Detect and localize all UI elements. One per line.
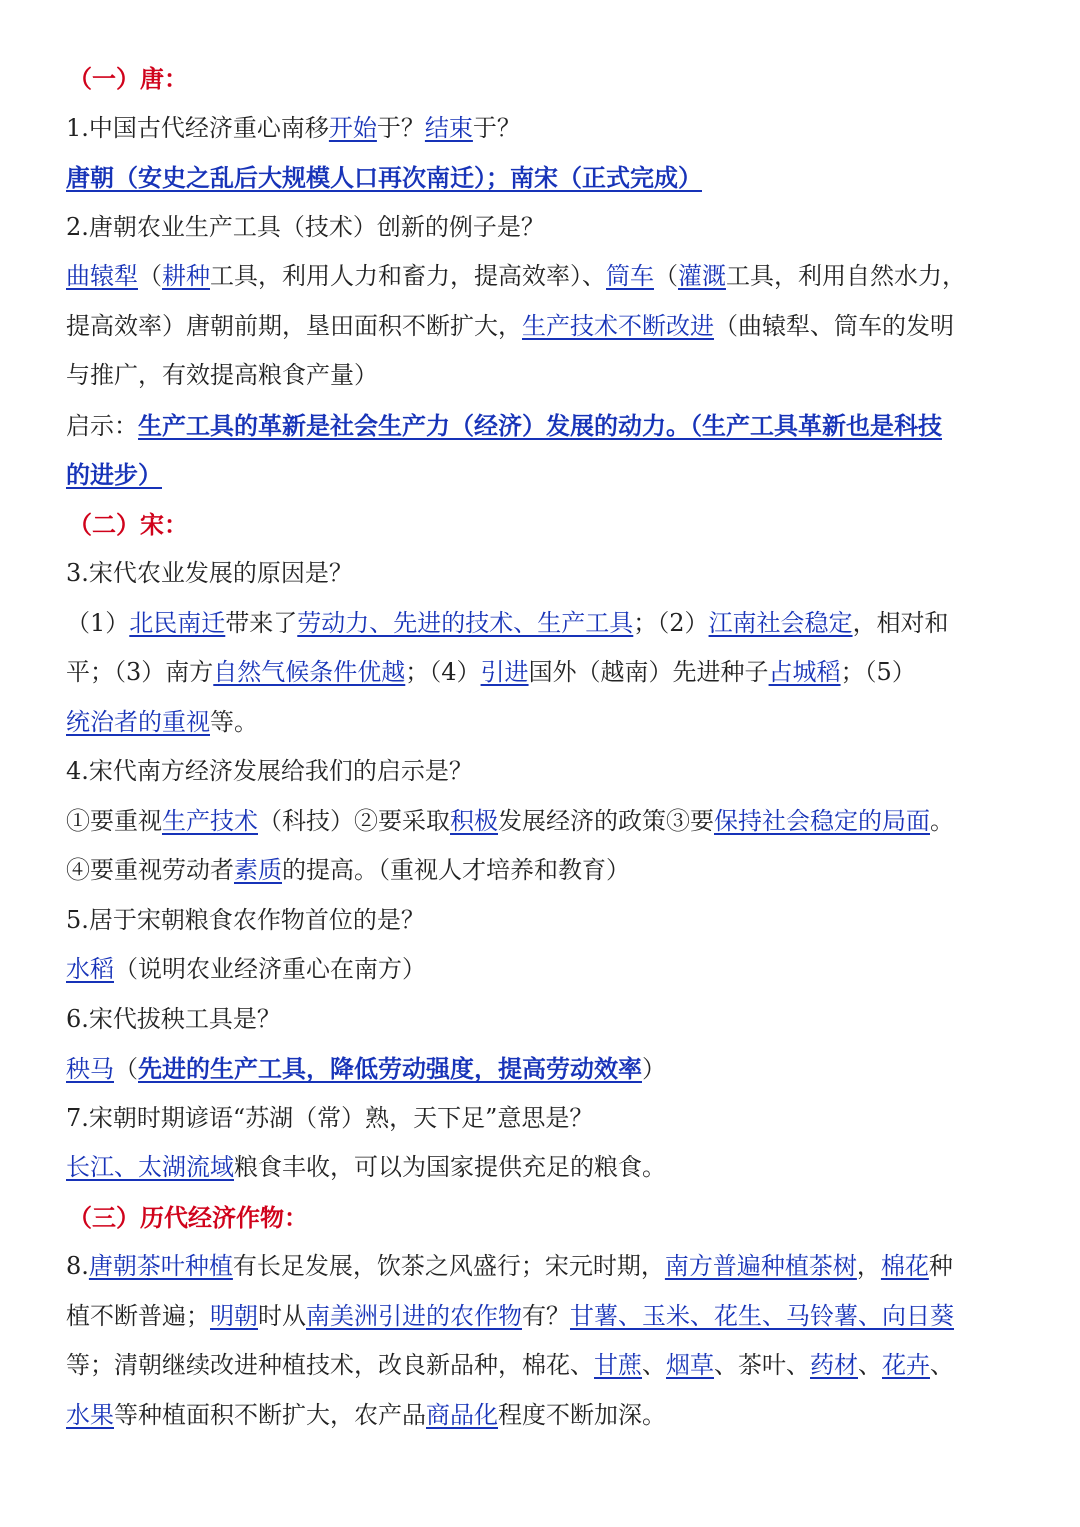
answer-text: 甘蔗 (594, 1351, 642, 1379)
answer-text: 南方普遍种植茶树 (664, 1252, 857, 1280)
text-segment: 、 (930, 1351, 954, 1379)
text-line (66, 450, 1020, 500)
text-segment: 1.中国古代经济重心南移 (66, 113, 329, 142)
text-segment: 6.宋代拔秧工具是？ (66, 1004, 281, 1033)
answer-text: 水稻 (66, 955, 114, 983)
text-segment: 4.宋代南方经济发展给我们的启示是？ (66, 757, 473, 785)
text-segment: 、 (642, 1351, 666, 1379)
text-segment: ， (856, 1252, 881, 1280)
text-segment: 带来了 (225, 608, 298, 637)
answer-text: 甘薯、玉米、花生、马铃薯、向日葵 (570, 1301, 954, 1330)
text-segment: （1） (66, 608, 130, 637)
text-segment: 与推广，有效提高粮食产量） (66, 361, 378, 389)
text-segment: 3.宋代农业发展的原因是？ (66, 559, 353, 587)
text-segment: 8. (66, 1252, 89, 1280)
text-segment: 7.宋朝时期谚语“苏湖（常）熟，天下足”意思是？ (66, 1103, 594, 1132)
text-segment: ④要重视劳动者 (66, 856, 234, 884)
text-line (66, 698, 1020, 748)
text-line (66, 153, 1020, 203)
text-line (66, 1292, 1020, 1342)
text-line (66, 995, 1020, 1045)
text-segment: （科技）②要采取 (258, 806, 450, 835)
text-segment: 、 (858, 1351, 882, 1379)
answer-text: 生产技术不断改进 (522, 311, 714, 340)
text-line (66, 747, 1020, 797)
section-heading: （三）历代经济作物： (68, 1202, 308, 1232)
answer-text: 秧马 (66, 1055, 114, 1083)
text-line (66, 203, 1020, 253)
text-line (66, 846, 1020, 896)
text-line (66, 401, 1020, 451)
answer-text: 劳动力、先进的技术、生产工具 (297, 608, 634, 637)
answer-text: 开始 (328, 113, 377, 142)
text-segment: （说明农业经济重心在南方） (114, 955, 426, 983)
text-segment: 有？ (522, 1301, 570, 1330)
text-line (66, 351, 1020, 401)
answer-text: 南美洲引进的农作物 (306, 1301, 522, 1330)
answer-text: 棉花 (880, 1252, 929, 1280)
text-line (66, 1044, 1020, 1094)
text-segment: 于？ (472, 113, 521, 142)
text-segment: 5.居于宋朝粮食农作物首位的是？ (66, 905, 425, 934)
text-line (66, 896, 1020, 946)
answer-text: 唐朝茶叶种植 (88, 1252, 233, 1280)
answer-text: 筒车 (606, 262, 654, 290)
text-line (66, 104, 1020, 154)
answer-text: 明朝 (210, 1301, 258, 1330)
answer-text: 灌溉 (678, 262, 726, 290)
text-segment: ①要重视 (66, 806, 162, 835)
text-line (66, 1341, 1020, 1391)
text-segment: （ (654, 262, 678, 290)
answer-text: 曲辕犁 (66, 262, 138, 290)
text-line (66, 599, 1020, 649)
section-heading: （一）唐： (68, 64, 188, 93)
text-segment: ；（5） (840, 658, 916, 686)
text-segment: ，相对和 (852, 608, 949, 637)
text-segment: ；（4） (405, 658, 481, 686)
text-segment: 种 (928, 1252, 953, 1280)
text-line (66, 252, 1020, 302)
answer-text: 耕种 (162, 262, 210, 290)
answer-text: 自然气候条件优越 (213, 658, 406, 686)
text-segment: 程度不断加深。 (498, 1400, 666, 1429)
text-segment: 等；清朝继续改进种植技术，改良新品种，棉花、 (66, 1351, 594, 1379)
text-segment: 等。 (210, 707, 258, 736)
text-line (66, 549, 1020, 599)
answer-text: 唐朝（安史之乱后大规模人口再次南迁）；南宋（正式完成） (66, 163, 702, 192)
text-segment: 发展经济的政策③要 (498, 806, 714, 835)
text-line (66, 1242, 1020, 1292)
answer-text: 商品化 (426, 1400, 498, 1429)
answer-text: 生产工具的革新是社会生产力（经济）发展的动力。（生产工具革新也是科技 (138, 410, 942, 440)
text-line (66, 797, 1020, 847)
text-segment: （ (114, 1055, 138, 1083)
answer-text: 北民南迁 (129, 608, 226, 637)
answer-text: 素质 (234, 856, 282, 884)
text-segment: 平；（3）南方 (66, 658, 214, 686)
answer-text: 生产技术 (162, 806, 258, 835)
text-segment: 时从 (258, 1301, 306, 1330)
text-segment: 、茶叶、 (714, 1351, 810, 1379)
text-segment: 提高效率）唐朝前期，垦田面积不断扩大， (66, 311, 522, 340)
text-segment: ） (642, 1055, 666, 1083)
text-segment: 工具，利用自然水力， (726, 262, 966, 290)
answer-text: 水果 (66, 1400, 114, 1429)
answer-text: 保持社会稳定的局面 (714, 806, 930, 835)
text-segment: 2.唐朝农业生产工具（技术）创新的例子是？ (66, 212, 545, 241)
text-segment: 有长足发展，饮茶之风盛行；宋元时期， (232, 1252, 665, 1280)
text-line (66, 302, 1020, 352)
text-line (66, 1094, 1020, 1144)
text-segment: 植不断普遍； (66, 1301, 210, 1330)
section-heading: （二）宋： (68, 509, 188, 539)
text-segment: 的提高。（重视人才培养和教育） (282, 856, 630, 884)
text-segment: 粮食丰收，可以为国家提供充足的粮食。 (234, 1153, 666, 1181)
answer-text: 占城稻 (768, 658, 841, 686)
text-segment: 启示： (66, 411, 138, 440)
text-segment: 工具，利用人力和畜力，提高效率）、 (210, 262, 606, 290)
text-segment: 于？ (376, 113, 425, 142)
answer-text: 江南社会稳定 (708, 608, 853, 637)
text-segment: （ (138, 262, 162, 290)
text-segment: 等种植面积不断扩大，农产品 (114, 1400, 426, 1429)
answer-text: 统治者的重视 (66, 707, 210, 736)
answer-text: 花卉 (882, 1351, 930, 1379)
answer-text: 先进的生产工具，降低劳动强度，提高劳动效率 (138, 1054, 642, 1083)
answer-text: 药材 (810, 1351, 858, 1379)
text-segment: （曲辕犁、筒车的发明 (714, 311, 954, 340)
answer-text: 的进步） (66, 460, 162, 489)
answer-text: 烟草 (666, 1351, 714, 1379)
text-segment: 国外（越南）先进种子 (528, 658, 769, 686)
text-line (66, 648, 1020, 698)
answer-text: 积极 (450, 806, 498, 835)
answer-text: 结束 (424, 113, 473, 142)
text-line (66, 1391, 1020, 1441)
text-line (66, 1143, 1020, 1193)
text-segment: 。 (930, 806, 954, 835)
answer-text: 长江、太湖流域 (66, 1153, 234, 1181)
answer-text: 引进 (480, 658, 529, 686)
text-segment: ；（2） (633, 608, 709, 637)
text-line (66, 945, 1020, 995)
